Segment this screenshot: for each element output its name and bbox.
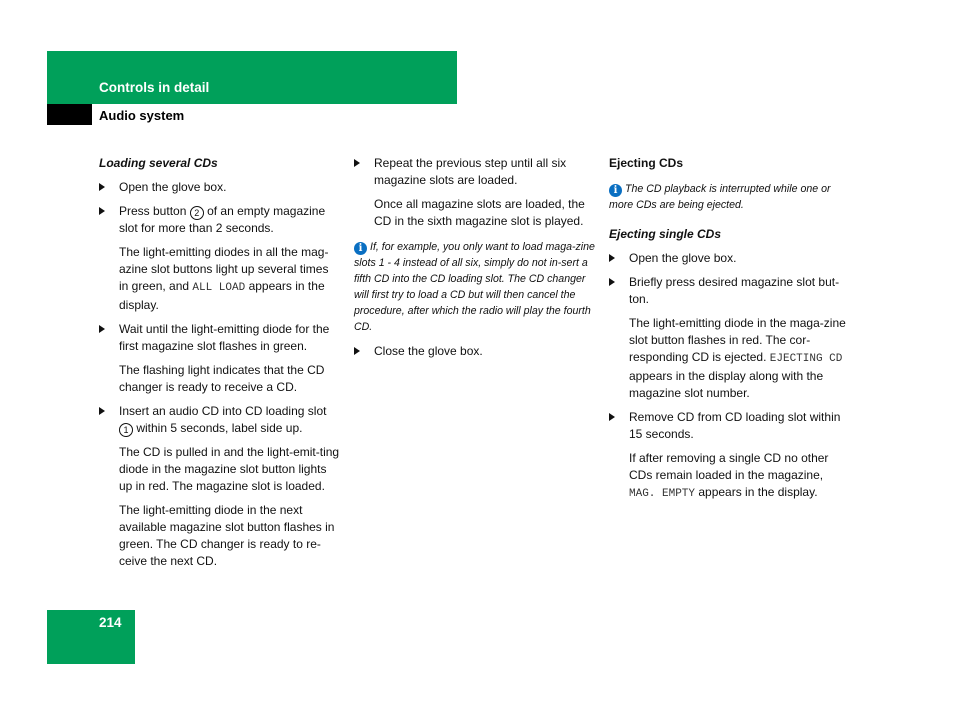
bullet-arrow-icon	[354, 159, 360, 167]
step-close-glove-box: Close the glove box.	[354, 343, 596, 360]
step-insert-cd: Insert an audio CD into CD loading slot 1 within 5 seconds, label side up.	[99, 403, 341, 437]
info-icon: i	[354, 242, 367, 255]
bullet-arrow-icon	[609, 254, 615, 262]
step-remove-cd: Remove CD from CD loading slot within 15 seconds.	[609, 409, 851, 443]
heading-ejecting-single: Ejecting single CDs	[609, 227, 722, 241]
step-wait-led: Wait until the light-emitting diode for the first magazine slot flashes in green.	[99, 321, 341, 355]
bullet-arrow-icon	[99, 407, 105, 415]
para-leds-light-up: The light-emitting diodes in all the mag-azine slot buttons light up several times in green, and ALL LOAD appears in the display.	[119, 245, 329, 312]
subsection-title: Audio system	[99, 108, 185, 123]
bullet-arrow-icon	[99, 207, 105, 215]
step-press-slot-button: Briefly press desired magazine slot but-ton.	[609, 274, 851, 308]
para-cd-pulled-in: The CD is pulled in and the light-emit-ting diode in the magazine slot button lights up in red. The magazine slot is loaded.	[119, 445, 340, 493]
subheader-marker	[47, 104, 92, 125]
callout-1-icon: 1	[119, 423, 133, 437]
info-note-playback: i The CD playback is interrupted while one or more CDs are being ejected.	[609, 183, 831, 211]
bullet-arrow-icon	[609, 413, 615, 421]
display-text-all-load: ALL LOAD	[192, 282, 246, 294]
bullet-arrow-icon	[99, 183, 105, 191]
step-open-glove-box-2: Open the glove box.	[609, 250, 851, 267]
step-open-glove-box: Open the glove box.	[99, 179, 341, 196]
para-flashing-light: The flashing light indicates that the CD changer is ready to receive a CD.	[119, 363, 325, 394]
column-right	[609, 155, 851, 503]
callout-2-icon: 2	[190, 206, 204, 220]
column-middle	[354, 155, 596, 360]
para-led-flashes-red: The light-emitting diode in the maga-zine slot button flashes in red. The cor-responding CD is ejected. EJECTING CD appears in the display along with the magazine slot number.	[629, 316, 846, 400]
bullet-arrow-icon	[354, 347, 360, 355]
header-bar	[47, 51, 457, 104]
step-press-button: Press button 2 of an empty magazine slot for more than 2 seconds.	[99, 203, 341, 237]
info-note-load-partial: i If, for example, you only want to load maga-zine slots 1 - 4 instead of all six, simply do not in-sert a fifth CD into the CD loading slot. The CD changer will first try to load a CD but will then cancel the procedure, after which the radio will play the fourth CD.	[354, 241, 595, 333]
para-mag-empty: If after removing a single CD no other CDs remain loaded in the magazine, MAG. EMPTY appears in the display.	[629, 451, 829, 500]
heading-loading-cds: Loading several CDs	[99, 156, 218, 170]
section-title: Controls in detail	[99, 80, 210, 95]
para-next-slot: The light-emitting diode in the next available magazine slot button flashes in green. The CD changer is ready to re-ceive the next CD.	[119, 503, 335, 568]
column-left	[99, 155, 341, 570]
step-repeat: Repeat the previous step until all six magazine slots are loaded.	[354, 155, 596, 189]
para-all-slots-loaded: Once all magazine slots are loaded, the CD in the sixth magazine slot is played.	[374, 197, 585, 228]
bullet-arrow-icon	[609, 278, 615, 286]
bullet-arrow-icon	[99, 325, 105, 333]
heading-ejecting-cds: Ejecting CDs	[609, 156, 684, 170]
page-number: 214	[99, 615, 122, 630]
display-text-ejecting-cd: EJECTING CD	[769, 353, 843, 365]
info-icon: i	[609, 184, 622, 197]
display-text-mag-empty: MAG. EMPTY	[629, 488, 696, 500]
